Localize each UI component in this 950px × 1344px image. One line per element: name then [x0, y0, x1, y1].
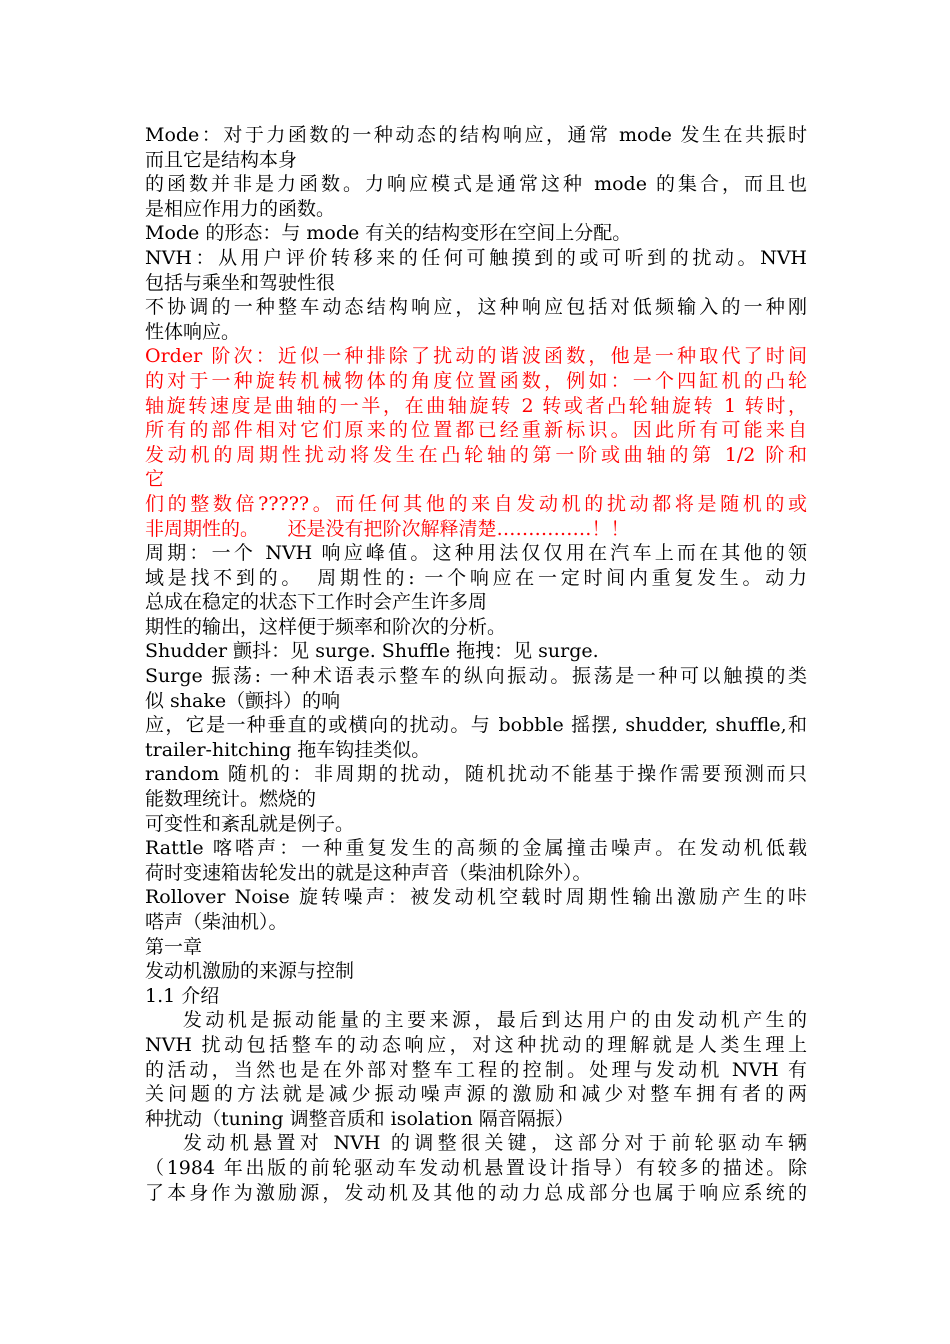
text-line: 关问题的方法就是减少振动噪声源的激励和减少对整车拥有者的两: [145, 1083, 807, 1106]
text-line: Mode：对于力函数的一种动态的结构响应，通常 mode 发生在共振时: [145, 124, 807, 146]
text-line: 是相应作用力的函数。: [145, 197, 336, 220]
text-line: random 随机的：非周期的扰动，随机扰动不能基于操作需要预测而只: [145, 763, 807, 786]
text-line: 发动机激励的来源与控制: [145, 960, 355, 983]
text-line: Mode 的形态：与 mode 有关的结构变形在空间上分配。: [145, 222, 632, 245]
text-line: Surge 振荡: 一种术语表示整车的纵向振动。振荡是一种可以触摸的类: [145, 665, 807, 688]
text-line: 可变性和紊乱就是例子。: [145, 812, 355, 835]
text-line: NVH 扰动包括整车的动态响应，对这种扰动的理解就是人类生理上: [145, 1033, 807, 1056]
text-line: 期性的输出，这样便于频率和阶次的分析。: [145, 615, 507, 638]
text-line: 而且它是结构本身: [145, 148, 298, 171]
text-line: 应，它是一种垂直的或横向的扰动。与 bobble 摇摆, shudder, shuffle,和: [145, 714, 807, 737]
document-page: [145, 123, 807, 1205]
text-line: 的对于一种旋转机械物体的角度位置函数，例如：一个四缸机的凸轮: [145, 369, 807, 392]
text-line: 性体响应。: [145, 320, 241, 343]
text-line: 的活动，当然也是在外部对整车工程的控制。处理与发动机 NVH 有: [145, 1058, 807, 1081]
text-line: 的函数并非是力函数。力响应模式是通常这种 mode 的集合，而且也: [145, 173, 807, 196]
text-line: Order 阶次：近似一种排除了扰动的谐波函数，他是一种取代了时间: [145, 345, 807, 368]
text-line: 们的整数倍?????。而任何其他的来自发动机的扰动都将是随机的或: [145, 492, 807, 515]
text-line: 不协调的一种整车动态结构响应，这种响应包括对低频输入的一种刚: [145, 296, 807, 319]
text-line: 发动机的周期性扰动将发生在凸轮轴的第一阶或曲轴的第 1/2 阶和: [145, 443, 807, 466]
text-line: 能数理统计。燃烧的: [145, 788, 317, 811]
text-line: 荷时变速箱齿轮发出的就是这种声音（柴油机除外）。: [145, 861, 592, 884]
text-line: 它: [145, 468, 165, 491]
text-line: Rollover Noise 旋转噪声：被发动机空载时周期性输出激励产生的咔: [145, 886, 807, 909]
text-line: Shudder 颤抖：见 surge. Shuffle 拖拽：见 surge.: [145, 640, 599, 663]
text-line: 周期：一个 NVH 响应峰值。这种用法仅仅用在汽车上而在其他的领: [145, 542, 807, 565]
text-line: 嗒声（柴油机）。: [145, 911, 288, 933]
text-line: NVH：从用户评价转移来的任何可触摸到的或可听到的扰动。NVH: [145, 246, 807, 269]
text-line: 总成在稳定的状态下工作时会产生许多周: [145, 591, 488, 614]
text-line: trailer-hitching 拖车钩挂类似。: [145, 738, 431, 761]
text-line: 发动机悬置对 NVH 的调整很关键，这部分对于前轮驱动车辆: [183, 1132, 807, 1155]
text-line: 包括与乘坐和驾驶性很: [145, 271, 336, 294]
text-line: 似 shake（颤抖）的响: [145, 689, 341, 712]
text-line: 非周期性的。 还是没有把阶次解释清楚……………！！: [145, 517, 630, 540]
text-line: Rattle 喀嗒声：一种重复发生的高频的金属撞击噪声。在发动机低载: [145, 837, 807, 860]
text-line: 1.1 介绍: [145, 984, 220, 1007]
text-line: 域是找不到的。 周期性的: 一个响应在一定时间内重复发生。动力: [145, 566, 807, 589]
text-line: 了本身作为激励源，发动机及其他的动力总成部分也属于响应系统的: [145, 1181, 807, 1204]
text-line: 发动机是振动能量的主要来源，最后到达用户的由发动机产生的: [183, 1009, 807, 1032]
text-line: 种扰动（tuning 调整音质和 isolation 隔音隔振）: [145, 1107, 574, 1130]
text-line: 第一章: [145, 935, 203, 958]
text-line: （1984 年出版的前轮驱动车发动机悬置设计指导）有较多的描述。除: [145, 1156, 807, 1179]
text-line: 轴旋转速度是曲轴的一半，在曲轴旋转 2 转或者凸轮轴旋转 1 转时，: [145, 394, 807, 417]
text-line: 所有的部件相对它们原来的位置都已经重新标识。因此所有可能来自: [145, 419, 807, 442]
